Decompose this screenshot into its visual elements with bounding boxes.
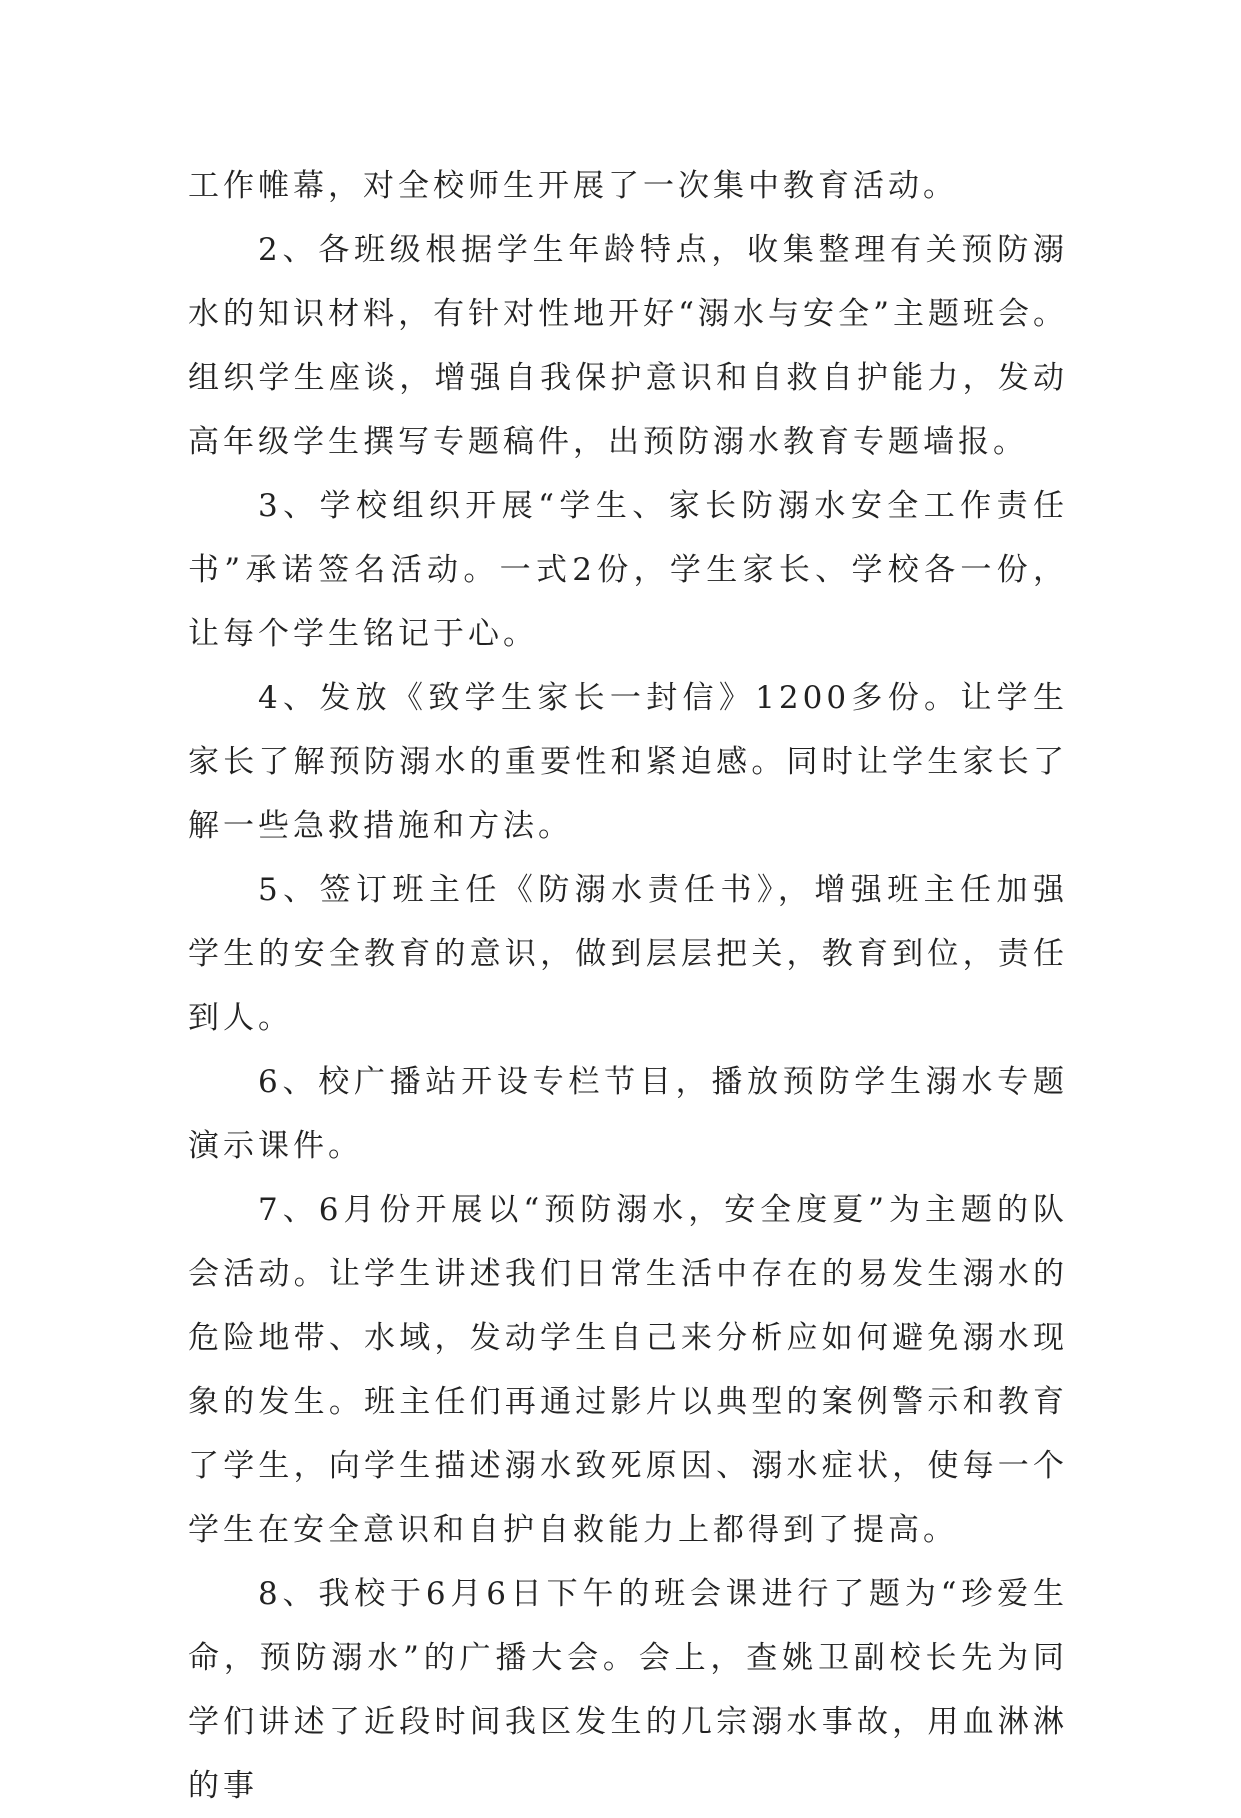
paragraph-item-2: 2、各班级根据学生年龄特点，收集整理有关预防溺水的知识材料，有针对性地开好“溺水与安全”主题班会。组织学生座谈，增强自我保护意识和自救自护能力，发动高年级学生撰写专题稿件，出预防溺水教育专题墙报。 xyxy=(188,232,1068,460)
paragraph-item-8: 8、我校于6月6日下午的班会课进行了题为“珍爱生命，预防溺水”的广播大会。会上，查姚卫副校长先为同学们讲述了近段时间我区发生的几宗溺水事故，用血淋淋的事 xyxy=(188,1576,1068,1804)
paragraph-item-5: 5、签订班主任《防溺水责任书》，增强班主任加强学生的安全教育的意识，做到层层把关，教育到位，责任到人。 xyxy=(188,872,1068,1036)
paragraph-item-7: 7、6月份开展以“预防溺水，安全度夏”为主题的队会活动。让学生讲述我们日常生活中存在的易发生溺水的危险地带、水域，发动学生自己来分析应如何避免溺水现象的发生。班主任们再通过影片以典型的案例警示和教育了学生，向学生描述溺水致死原因、溺水症状，使每一个学生在安全意识和自护自救能力上都得到了提高。 xyxy=(188,1192,1068,1548)
paragraph-continuation: 工作帷幕，对全校师生开展了一次集中教育活动。 xyxy=(188,168,958,204)
paragraph-item-4: 4、发放《致学生家长一封信》1200多份。让学生家长了解预防溺水的重要性和紧迫感。同时让学生家长了解一些急救措施和方法。 xyxy=(188,680,1068,844)
paragraph-item-6: 6、校广播站开设专栏节目，播放预防学生溺水专题演示课件。 xyxy=(188,1064,1068,1164)
paragraph-item-3: 3、学校组织开展“学生、家长防溺水安全工作责任书”承诺签名活动。一式2份，学生家长、学校各一份，让每个学生铭记于心。 xyxy=(188,488,1068,652)
document-body xyxy=(188,154,1068,1818)
